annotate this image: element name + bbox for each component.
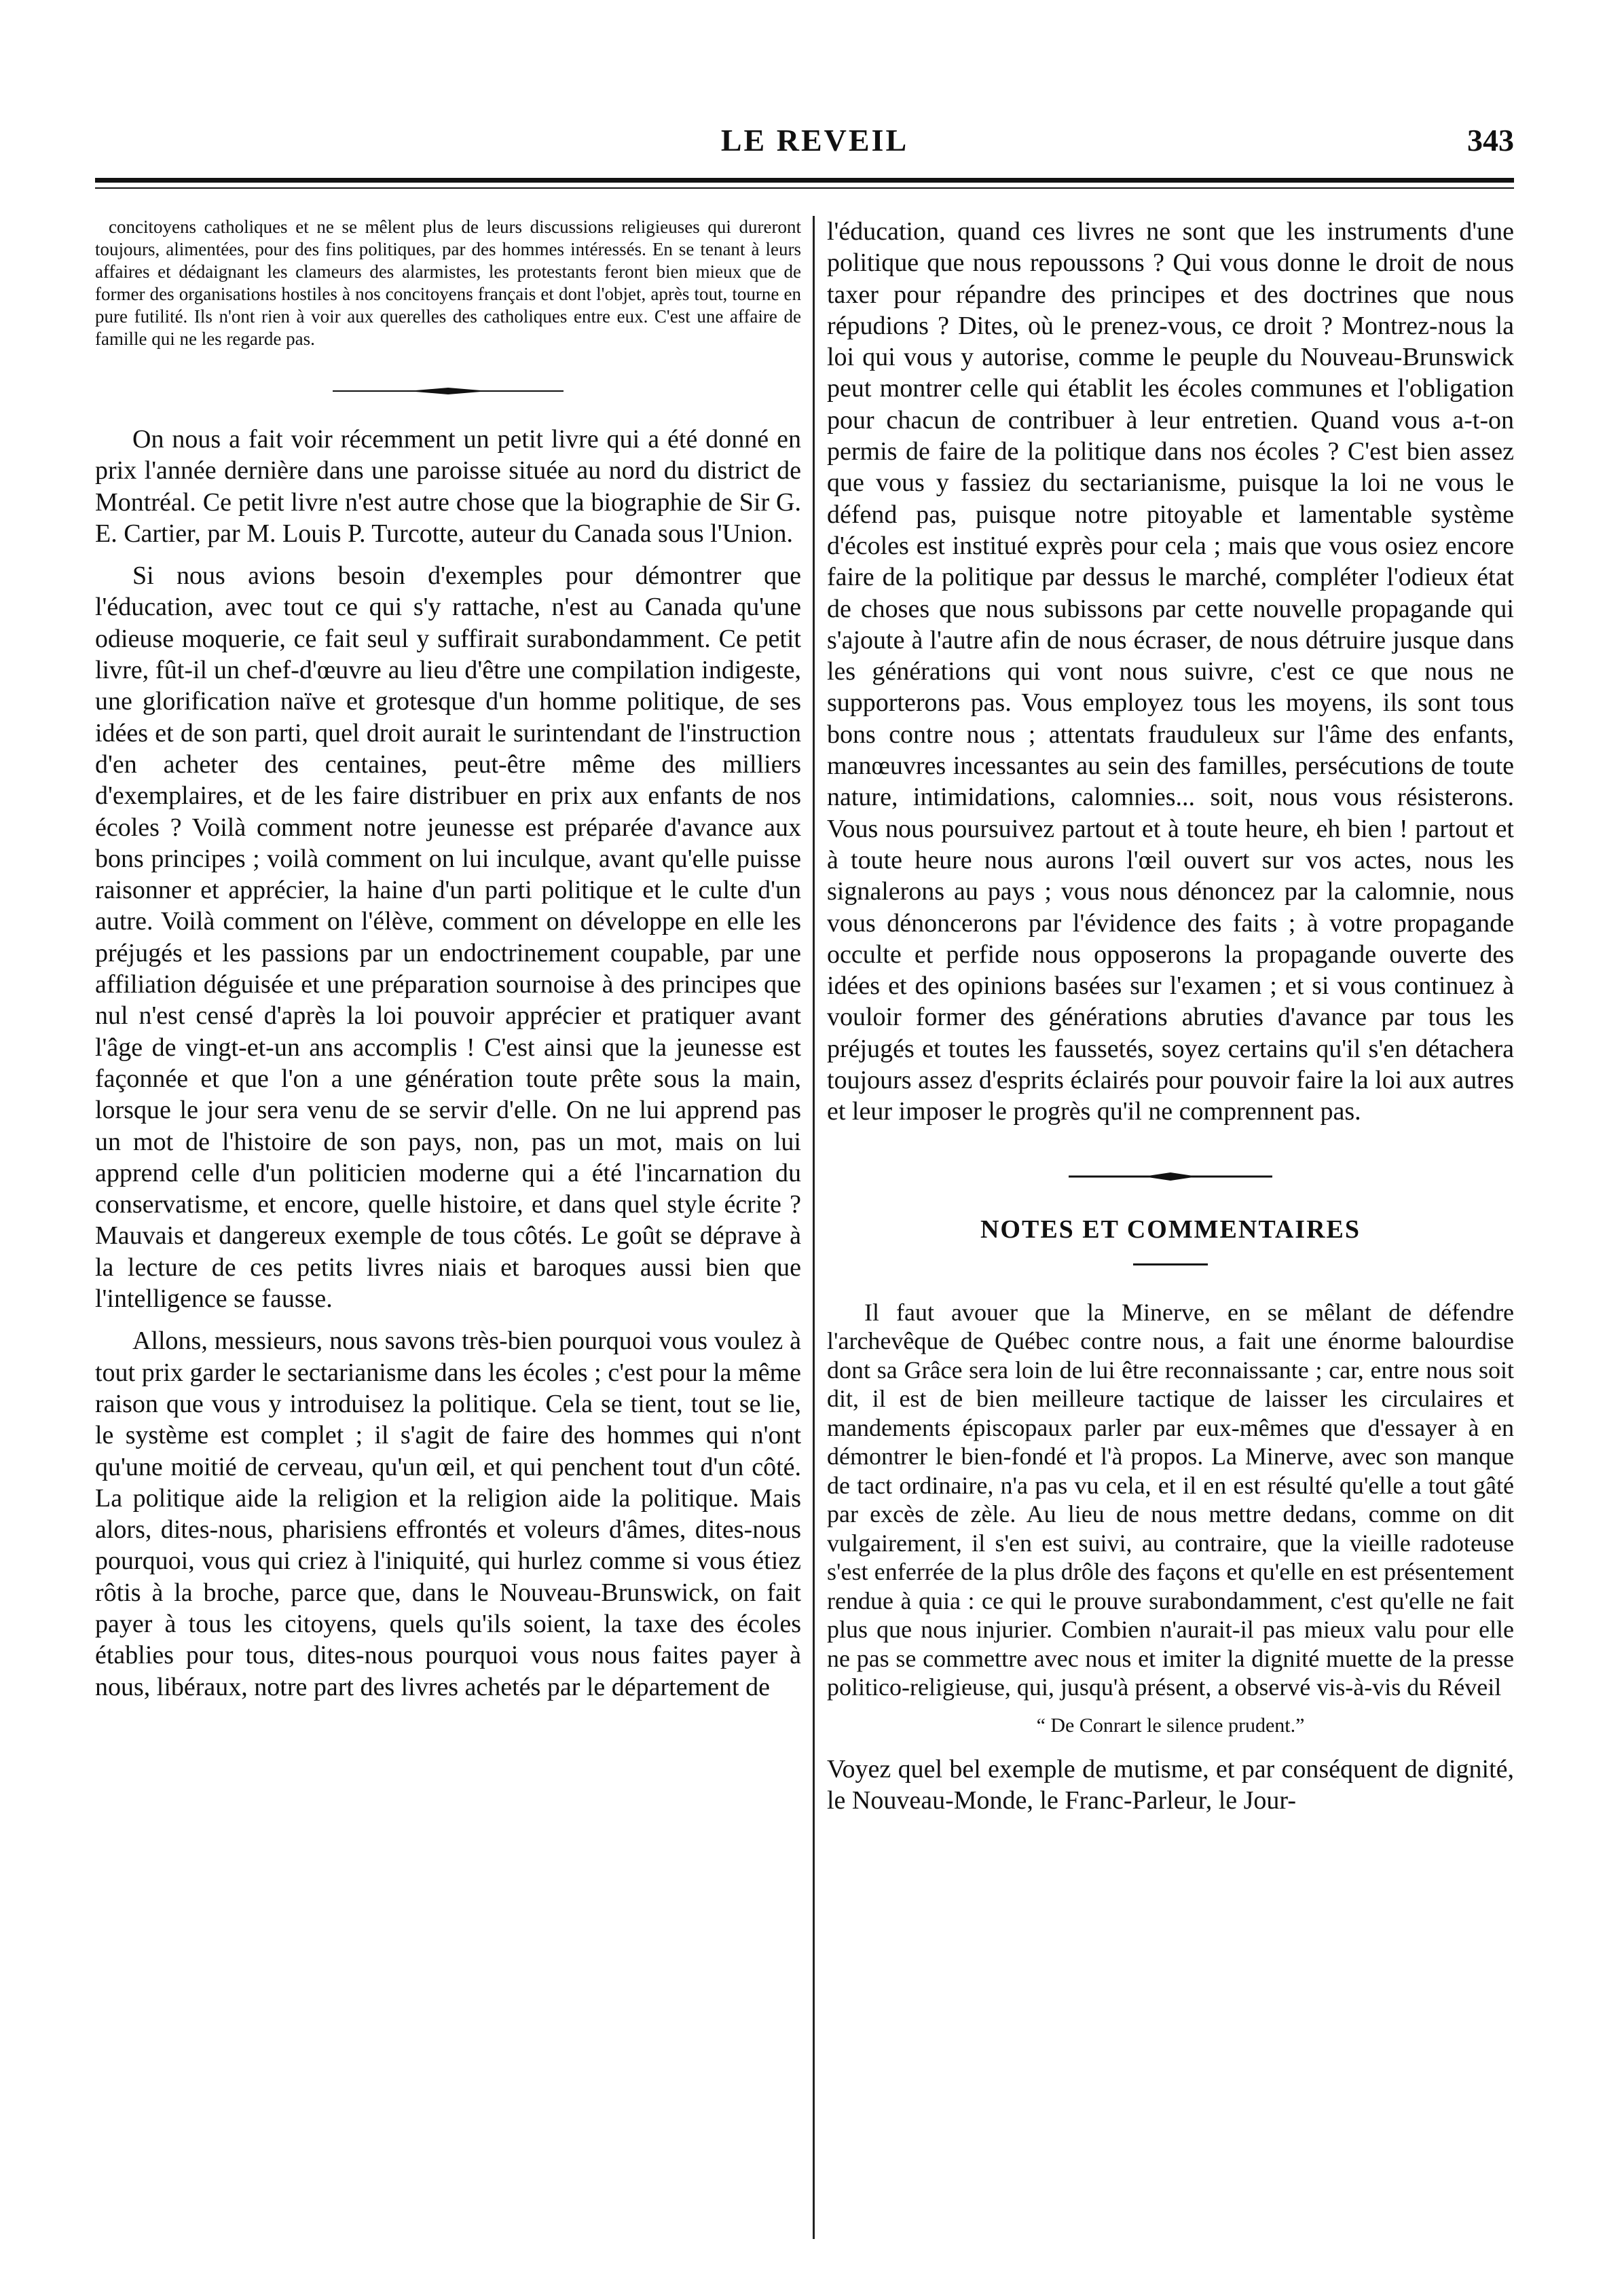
section-heading: NOTES ET COMMENTAIRES [980, 1215, 1361, 1244]
column-divider [813, 216, 815, 2239]
article-paragraph-2: Si nous avions besoin d'exemples pour démontrer que l'éducation, avec tout ce qui s'y rattache, n'est au Canada qu'une odieuse moquerie, ce fait seul y suffirait surabondamment. Ce petit livre, fût-il un chef-d'œuvre au lieu d'être une compilation indigeste, une glorification naïve et grotesque d'un homme politique, de ses idées et de son parti, quel droit aurait le surintendant de l'instruction d'en acheter des centaines, peut-être même des milliers d'exemplaires, et de les faire distribuer en prix aux enfants de nos écoles ? Voilà comment notre jeunesse est préparée d'avance aux bons principes ; voilà comment on lui inculque, avant qu'elle puisse raisonner et apprécier, la haine d'un parti politique et le culte d'un autre. Voilà comment on l'élève, comment on développe en elle les préjugés et les passions par un endoctrinement coupable, par une affiliation déguisée et une préparation sournoise à des principes que nul n'est censé d'après la loi pouvoir apprécier et pratiquer avant l'âge de vingt-et-un ans accomplis ! C'est ainsi que la jeunesse est façonnée et que l'on a une génération toute prête sous la main, lorsque le jour sera venu de se servir d'elle. On ne lui apprend pas un mot de l'histoire de son pays, non, pas un mot, mais on lui apprend celle d'un politicien moderne qui a été l'incarnation du conservatisme, et encore, quelle histoire, et dans quel style écrite ? Mauvais et dangereux exemple de tous côtés. Le goût se déprave à la lecture de ces petits livres niais et baroques aussi bien que l'intelligence se fausse. [95, 561, 801, 1314]
right-column [827, 216, 1514, 2266]
article-paragraph-1: On nous a fait voir récemment un petit livre qui a été donné en prix l'année dernière dans une paroisse située au nord du district de Montréal. Ce petit livre n'est autre chose que la biographie de Sir G. E. Cartier, par M. Louis P. Turcotte, auteur du Canada sous l'Union. [95, 425, 801, 548]
notes-section [827, 1298, 1514, 1816]
separator-ornament [333, 386, 564, 396]
intro-paragraph: concitoyens catholiques et ne se mêlent plus de leurs discussions religieuses qui dureront toujours, alimentées, pour des fins politiques, par des hommes intéressés. En se tenant à leurs affaires et dédaignant les clameurs des alarmistes, les protestants feront bien mieux que de former des organisations hostiles à nos concitoyens français et dont l'objet, après tout, tourne en pure futilité. Ils n'ont rien à voir aux querelles des catholiques entre eux. C'est une affaire de famille qui ne les regarde pas. [95, 217, 801, 349]
heading-rule [1133, 1263, 1208, 1265]
left-column [95, 216, 801, 2253]
article-paragraph-3: Allons, messieurs, nous savons très-bien pourquoi vous voulez à tout prix garder le sectarianisme dans les écoles ; c'est pour la même raison que vous y introduisez la politique. Cela se tient, tout se lie, le système est complet ; il s'agit de faire des hommes qui n'ont qu'une moitié de cerveau, qu'un œil, et qui penchent tout d'un côté. La politique aide la religion et la religion aide la politique. Mais alors, dites-nous, pharisiens effrontés et voleurs d'âmes, dites-nous pourquoi, vous qui criez à l'iniquité, qui hurlez comme si vous étiez rôtis à la broche, parce que, dans le Nouveau-Brunswick, on fait payer à tous les citoyens, quels qu'ils soient, la taxe des écoles établies pour tous, dites-nous pourquoi vous nous faites payer à nous, libéraux, notre part des livres achetés par le département de [95, 1327, 801, 1701]
header-rule-thin [95, 187, 1514, 189]
section-ornament [1069, 1171, 1272, 1182]
notes-paragraph-2: Voyez quel bel exemple de mutisme, et par conséquent de dignité, le Nouveau-Monde, le Franc-Parleur, le Jour- [827, 1754, 1514, 1815]
page-number: 343 [1467, 123, 1514, 158]
notes-paragraph-1: Il faut avouer que la Minerve, en se mêlant de défendre l'archevêque de Québec contre nous, a fait une énorme balourdise dont sa Grâce sera loin de lui être reconnaissante ; car, entre nous soit dit, il est de bien meilleure tactique de laisser les circulaires et mandements épiscopaux parler par eux-mêmes que d'essayer à en démontrer le bien-fondé et l'à propos. La Minerve, avec son manque de tact ordinaire, n'a pas vu cela, et il en est résulté qu'elle a tout gâté par excès de zèle. Au lieu de nous mettre dedans, comme on dit vulgairement, il s'en est suivi, au contraire, que la vieille radoteuse s'est enferrée de la plus drôle des façons et qu'elle en est présentement rendue à quia : ce qui le prouve surabondamment, c'est qu'elle ne fait plus que nous injurier. Combien n'aurait-il pas mieux valu pour elle ne pas se commettre avec nous et imiter la dignité muette de la presse politico-religieuse, qui, jusqu'à présent, a observé vis-à-vis du Réveil [827, 1298, 1514, 1701]
article-continuation: l'éducation, quand ces livres ne sont que les instruments d'une politique que nous repoussons ? Qui vous donne le droit de nous taxer pour répandre des principes et des doctrines que nous répudions ? Dites, où le prenez-vous, ce droit ? Montrez-nous la loi qui vous y autorise, comme le peuple du Nouveau-Brunswick peut montrer celle qui établit les écoles communes et l'obligation pour chacun de contribuer à leur entretien. Quand vous a-t-on permis de faire de la politique dans nos écoles ? C'est bien assez que vous y fassiez du sectarianisme, puisque la loi ne vous le défend pas, puisque notre pitoyable et lamentable système d'écoles est institué exprès pour cela ; mais que vous osiez encore faire de la politique par dessus le marché, compléter l'odieux état de choses que nous subissons par cette nouvelle propagande qui s'ajoute à l'autre afin de nous écraser, de nous détruire jusque dans les générations qui vont nous suivre, c'est ce que nous ne supporterons pas. Vous employez tous les moyens, ils sont tous bons contre nous ; attentats frauduleux sur l'âme des enfants, manœuvres incessantes au sein des familles, persécutions de toute nature, intimidations, calomnies... soit, nous vous résisterons. Vous nous poursuivez partout et à toute heure, eh bien ! partout et à toute heure nous aurons l'œil ouvert sur vos actes, nous les signalerons au pays ; vous nous dénoncez par la calomnie, nous vous dénoncerons par l'évidence des faits ; à votre propagande occulte et perfide nous opposerons la propagande ouverte des idées et des opinions basées sur l'examen ; et si vous continuez à vouloir former des générations abruties d'avance par tous les préjugés et toutes les faussetés, soyez certains qu'il s'en détachera toujours assez d'esprits éclairés pour pouvoir faire la loi aux autres et leur imposer le progrès qu'il ne comprennent pas. [827, 217, 1514, 1126]
running-title: LE REVEIL [720, 123, 909, 158]
header-rule-thick [95, 178, 1514, 183]
quote-line: “ De Conrart le silence prudent.” [1036, 1714, 1305, 1737]
